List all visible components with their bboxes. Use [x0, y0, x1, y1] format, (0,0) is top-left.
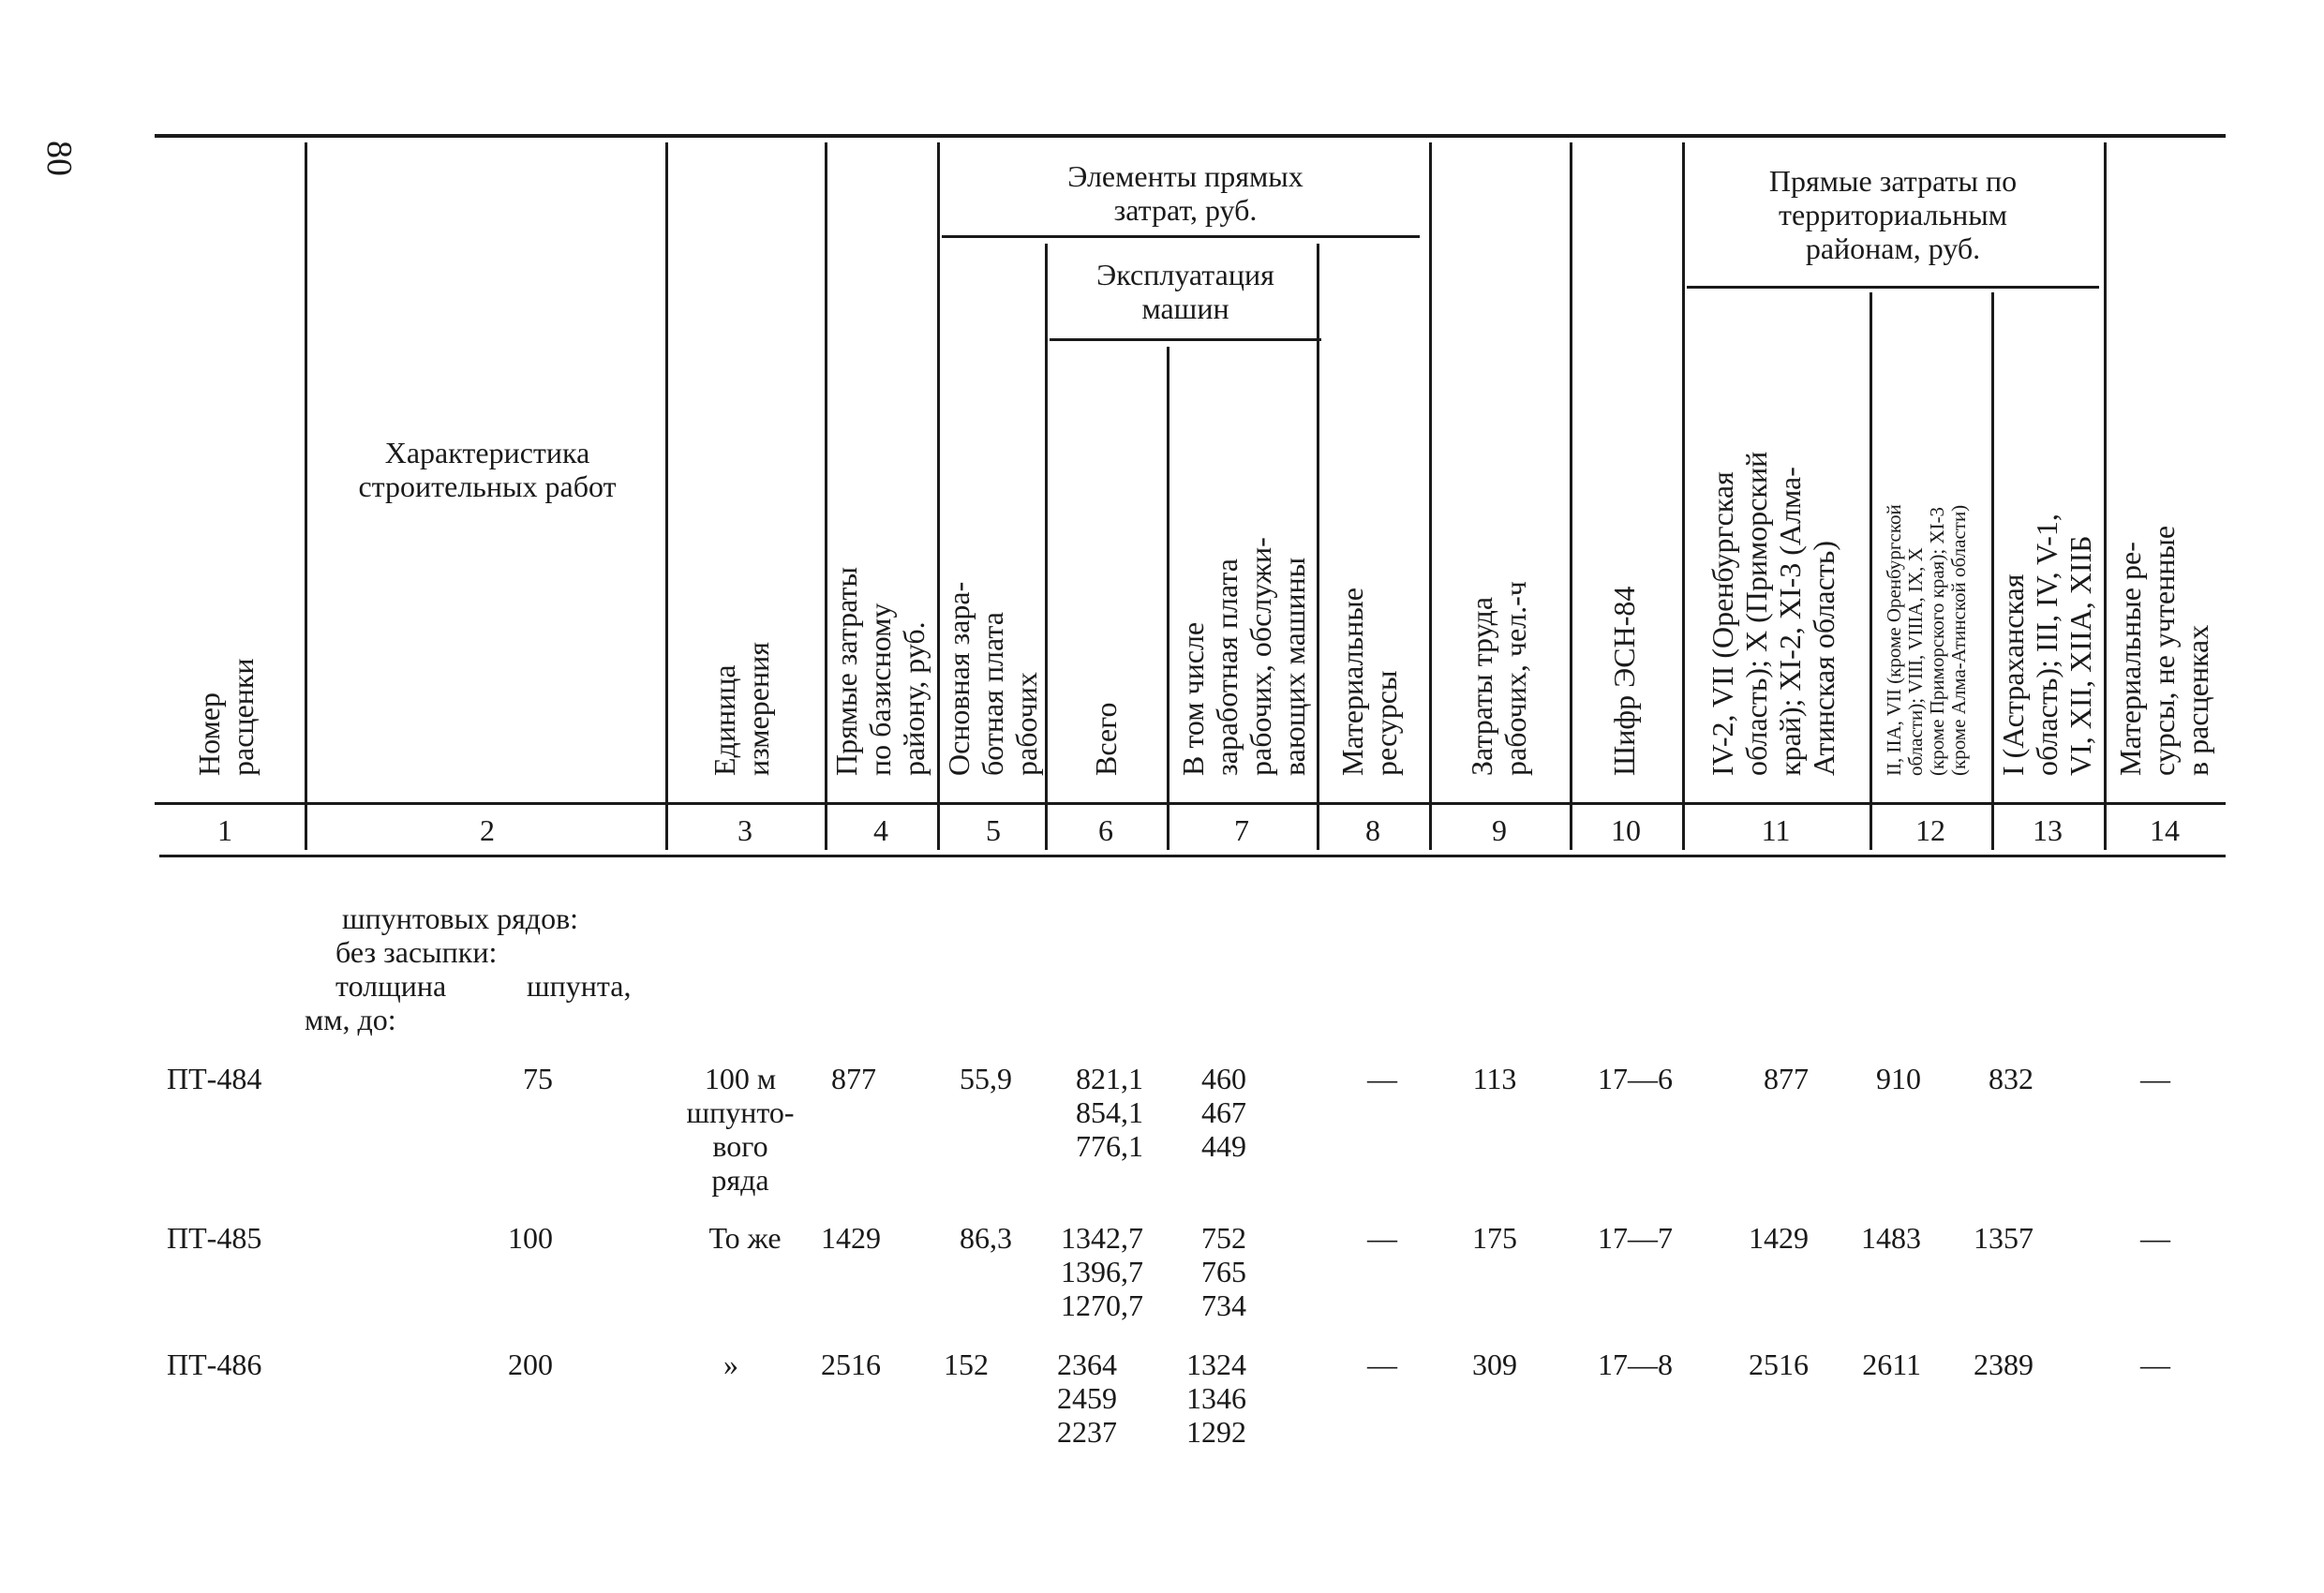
col-number: 13 — [2033, 813, 2063, 847]
labor: 309 — [1472, 1347, 1517, 1381]
esn-code: 17—7 — [1598, 1221, 1673, 1255]
col-separator — [1317, 244, 1319, 850]
col-separator — [825, 142, 827, 850]
header-col12: II, IIA, VII (кроме Оренбургской области); VIII, VIIIA, IX, X (кроме Приморского края); XI-3 (кроме Алма-Атинской области) — [1883, 504, 1970, 776]
wages: 55,9 — [960, 1062, 1012, 1095]
header-col10: Шифр ЭСН-84 — [1607, 586, 1641, 776]
col-separator — [937, 142, 940, 850]
table-top-rule — [155, 134, 2226, 138]
thickness: 100 — [508, 1221, 553, 1255]
region-cost-13: 832 — [1989, 1062, 2034, 1095]
labor: 175 — [1472, 1221, 1517, 1255]
unaccounted-materials: — — [2140, 1221, 2170, 1255]
header-col4: Прямые затраты по базисному району, руб. — [829, 566, 931, 776]
machines-total: 2364 2459 2237 — [1057, 1347, 1117, 1449]
region-cost-11: 2516 — [1749, 1347, 1809, 1381]
materials: — — [1367, 1221, 1397, 1255]
col-number: 9 — [1492, 813, 1507, 847]
materials: — — [1367, 1347, 1397, 1381]
col-number: 8 — [1365, 813, 1380, 847]
header-col2: Характеристика строительных работ — [358, 436, 617, 503]
col-separator — [1429, 142, 1432, 850]
col-number: 10 — [1611, 813, 1641, 847]
region-cost-11: 1429 — [1749, 1221, 1809, 1255]
header-elements-group: Элементы прямых затрат, руб. — [1067, 159, 1304, 227]
machines-total: 1342,7 1396,7 1270,7 — [1061, 1221, 1143, 1322]
col-separator — [1570, 142, 1572, 850]
wages: 86,3 — [960, 1221, 1012, 1255]
section-heading-line3a: толщина — [335, 969, 447, 1003]
col-separator — [2104, 142, 2107, 850]
region-cost-11: 877 — [1764, 1062, 1809, 1095]
header-col6: Всего — [1089, 702, 1123, 776]
machines-total: 821,1 854,1 776,1 — [1076, 1062, 1143, 1163]
region-cost-12: 2611 — [1862, 1347, 1921, 1381]
rate-code: ПТ-486 — [167, 1347, 262, 1381]
regions-group-rule — [1687, 286, 2099, 289]
col-number: 11 — [1761, 813, 1791, 847]
section-heading-line4: мм, до: — [305, 1003, 396, 1036]
section-heading-line2: без засыпки: — [335, 935, 498, 969]
esn-code: 17—6 — [1598, 1062, 1673, 1095]
col-separator — [665, 142, 668, 850]
unaccounted-materials: — — [2140, 1062, 2170, 1095]
unaccounted-materials: — — [2140, 1347, 2170, 1381]
col-separator — [1870, 292, 1872, 850]
section-heading-line1: шпунтовых рядов: — [342, 901, 579, 935]
header-col8: Материальные ресурсы — [1335, 587, 1403, 776]
header-col9: Затраты труда рабочих, чел.-ч — [1465, 581, 1532, 776]
header-machines-group: Эксплуатация машин — [1096, 258, 1274, 325]
region-cost-13: 1357 — [1974, 1221, 2034, 1255]
col-separator — [1045, 244, 1048, 850]
unit: » — [723, 1347, 738, 1381]
machines-group-rule — [1050, 338, 1321, 341]
page-number: 80 — [39, 141, 79, 176]
col-separator — [1991, 292, 1994, 850]
col-number: 5 — [986, 813, 1001, 847]
esn-code: 17—8 — [1598, 1347, 1673, 1381]
header-col3: Единица измерения — [708, 642, 775, 776]
col-separator — [305, 142, 307, 850]
thickness: 75 — [523, 1062, 553, 1095]
machines-wages: 1324 1346 1292 — [1186, 1347, 1246, 1449]
col-number: 7 — [1234, 813, 1249, 847]
col-number: 6 — [1098, 813, 1113, 847]
unit: 100 м шпунто- вого ряда — [686, 1062, 795, 1197]
col-number: 1 — [217, 813, 232, 847]
rate-code: ПТ-485 — [167, 1221, 262, 1255]
labor: 113 — [1472, 1062, 1517, 1095]
col-number: 12 — [1915, 813, 1945, 847]
thickness: 200 — [508, 1347, 553, 1381]
col-number: 2 — [480, 813, 495, 847]
base-cost: 2516 — [821, 1347, 881, 1381]
header-bottom-rule — [155, 802, 2226, 805]
header-col11: IV-2, VII (Оренбургская область); X (Приморский край); XI-2, XI-3 (Алма- Атинская область) — [1706, 451, 1840, 776]
region-cost-13: 2389 — [1974, 1347, 2034, 1381]
col-separator — [1167, 347, 1169, 850]
section-heading-line3b: шпунта, — [527, 969, 632, 1003]
rate-code: ПТ-484 — [167, 1062, 262, 1095]
col-number: 3 — [737, 813, 752, 847]
col-separator — [1682, 142, 1685, 850]
header-col7: В том числе заработная плата рабочих, обслужи- вающих машины — [1176, 537, 1311, 776]
base-cost: 877 — [831, 1062, 876, 1095]
machines-wages: 752 765 734 — [1201, 1221, 1246, 1322]
header-regions-group: Прямые затраты по территориальным районам, руб. — [1768, 164, 2018, 265]
elements-group-rule — [942, 235, 1420, 238]
header-col5: Основная зара- ботная плата рабочих — [942, 581, 1043, 776]
region-cost-12: 1483 — [1861, 1221, 1921, 1255]
col-number: 14 — [2150, 813, 2180, 847]
header-col13: I (Астраханская область); III, IV, V-1, VI, XII, XIIA, XIIБ — [1996, 514, 2097, 776]
machines-wages: 460 467 449 — [1201, 1062, 1246, 1163]
base-cost: 1429 — [821, 1221, 881, 1255]
header-col1: Номер расценки — [192, 658, 260, 776]
unit: То же — [708, 1221, 782, 1255]
header-col14: Материальные ре- сурсы, не учтенные в расценках — [2113, 525, 2214, 776]
col-number: 4 — [873, 813, 888, 847]
colnum-bottom-rule — [159, 855, 2226, 857]
wages: 152 — [944, 1347, 989, 1381]
region-cost-12: 910 — [1876, 1062, 1921, 1095]
materials: — — [1367, 1062, 1397, 1095]
